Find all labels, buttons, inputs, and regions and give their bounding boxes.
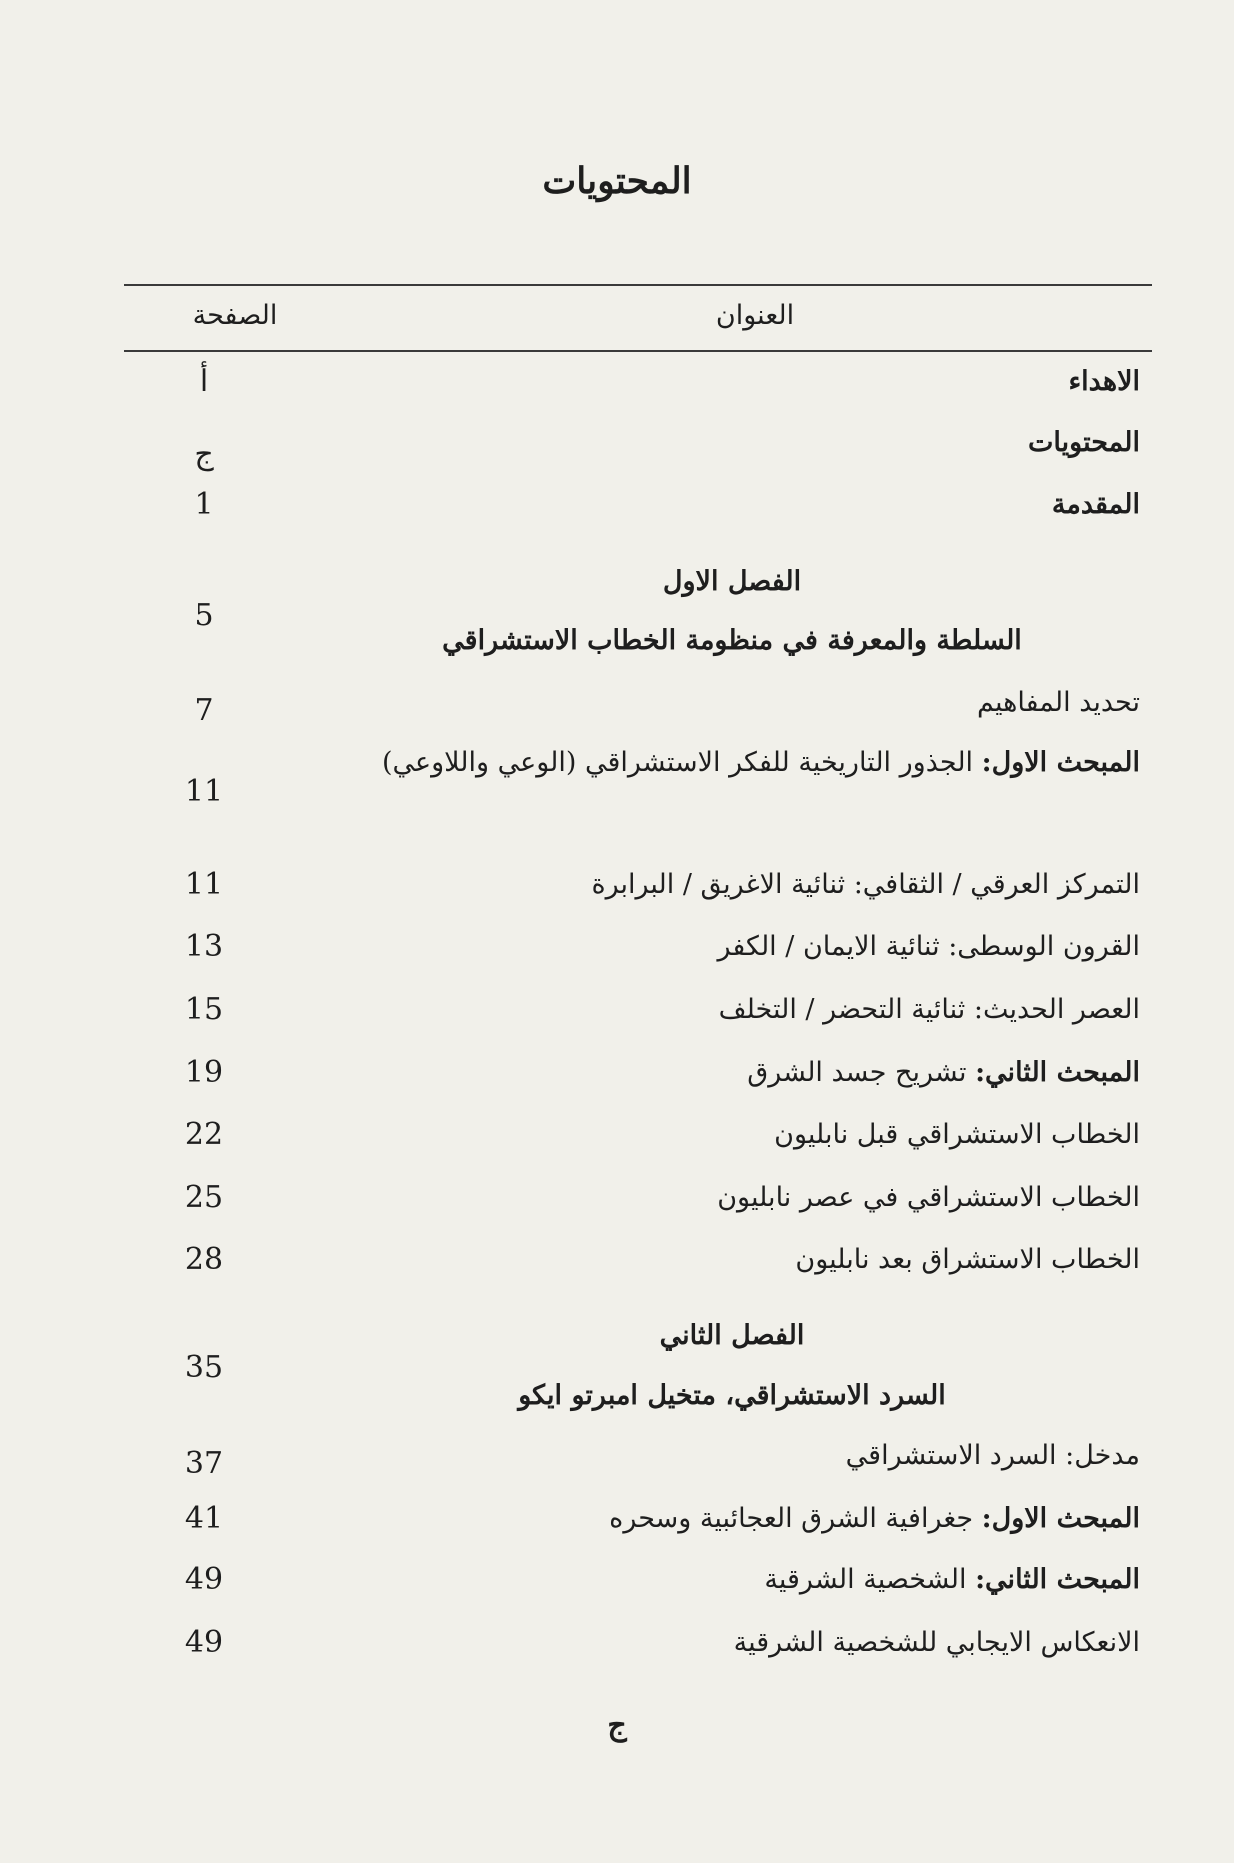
toc-entry-text: المحتويات: [1027, 427, 1140, 458]
toc-entry-page: 13: [184, 929, 224, 964]
toc-entry-text: الفصل الثاني: [659, 1320, 805, 1351]
toc-entry: [124, 920, 1140, 976]
toc-chapter-1-heading: [124, 555, 1140, 633]
toc-entry: [124, 1492, 1140, 1548]
toc-entry-title: الجذور التاريخية للفكر الاستشراقي (الوعي واللاوعي): [381, 747, 982, 778]
toc-entry-text: الاهداء: [1068, 366, 1140, 397]
toc-entry-title: الشخصية الشرقية: [764, 1564, 976, 1595]
toc-entry-dedication: [124, 355, 1140, 411]
toc-entry-text: الفصل الاول: [662, 566, 802, 597]
toc-entry-page: أ: [199, 364, 209, 399]
toc-entry-text: [320, 1553, 1140, 1607]
toc-entry-page: 25: [184, 1180, 224, 1215]
toc-entry-text: [320, 1492, 1140, 1546]
toc-entry-text: العصر الحديث: ثنائية التحضر / التخلف: [718, 994, 1140, 1025]
toc-entry-page: 41: [184, 1501, 224, 1536]
toc-entry-page: 28: [184, 1242, 224, 1277]
toc-entry-text: القرون الوسطى: ثنائية الايمان / الكفر: [717, 931, 1140, 962]
toc-entry-text: المقدمة: [1051, 489, 1140, 520]
toc-entry: [124, 1553, 1140, 1609]
toc-entry: [124, 1616, 1140, 1672]
toc-entry: [124, 1429, 1140, 1485]
toc-entry-page: 1: [194, 487, 214, 522]
toc-entry-text: الخطاب الاستشراقي قبل نابليون: [774, 1119, 1140, 1150]
toc-entry: [124, 676, 1140, 732]
toc-entry: [124, 858, 1140, 914]
toc-entry: [124, 1108, 1140, 1164]
toc-entry-page: 11: [184, 774, 224, 809]
toc-entry-text: السلطة والمعرفة في منظومة الخطاب الاستشراقي: [442, 625, 1022, 656]
header-bottom-rule: [124, 350, 1152, 352]
toc-entry-text: الخطاب الاستشراقي في عصر نابليون: [717, 1182, 1140, 1213]
toc-entry-text: الانعكاس الايجابي للشخصية الشرقية: [733, 1627, 1140, 1658]
toc-entry-page: 49: [184, 1625, 224, 1660]
toc-entry-page: 11: [184, 867, 224, 902]
toc-entry-text: الخطاب الاستشراق بعد نابليون: [795, 1244, 1140, 1275]
toc-chapter-2-heading: [124, 1309, 1140, 1385]
toc-entry-text: مدخل: السرد الاستشراقي: [845, 1440, 1140, 1471]
toc-entry-introduction: [124, 478, 1140, 534]
toc-entry: [124, 983, 1140, 1039]
toc-entry: [124, 1233, 1140, 1289]
toc-entry-contents: [124, 416, 1140, 472]
toc-entry-title: جغرافية الشرق العجائبية وسحره: [609, 1503, 982, 1534]
toc-entry-label: المبحث الثاني:: [975, 1057, 1140, 1088]
toc-entry-page: 7: [194, 693, 214, 728]
page-title: المحتويات: [542, 160, 692, 202]
toc-entry-page: 15: [184, 992, 224, 1027]
toc-entry-page: 22: [184, 1117, 224, 1152]
toc-entry-page: 49: [184, 1562, 224, 1597]
toc-entry-text: التمركز العرقي / الثقافي: ثنائية الاغريق / البرابرة: [591, 869, 1140, 900]
toc-entry-label: المبحث الثاني:: [975, 1564, 1140, 1595]
header-top-rule: [124, 284, 1152, 286]
toc-entry: [124, 1171, 1140, 1227]
toc-entry-page: 5: [194, 598, 214, 633]
toc-entry-page: 19: [184, 1055, 224, 1090]
toc-entry-title: تشريح جسد الشرق: [747, 1057, 976, 1088]
toc-chapter-1-subtitle: [124, 614, 1140, 670]
toc-entry-text: السرد الاستشراقي، متخيل امبرتو ايكو: [518, 1380, 946, 1411]
column-header-title: العنوان: [715, 300, 795, 331]
toc-entry-text: تحديد المفاهيم: [977, 687, 1140, 718]
toc-entry: [124, 1046, 1140, 1102]
toc-entry-label: المبحث الاول:: [981, 747, 1140, 778]
toc-entry-page: 35: [184, 1350, 224, 1385]
toc-entry-page: ج: [194, 437, 214, 472]
toc-entry-page: 37: [184, 1446, 224, 1481]
page-number-footer: ج: [607, 1708, 627, 1743]
toc-entry-label: المبحث الاول:: [981, 1503, 1140, 1534]
toc-entry-text: [300, 735, 1140, 791]
toc-entry-text: [320, 1046, 1140, 1100]
column-header-page: الصفحة: [192, 300, 278, 331]
toc-chapter-2-subtitle: [124, 1369, 1140, 1425]
toc-entry: [124, 735, 1140, 847]
